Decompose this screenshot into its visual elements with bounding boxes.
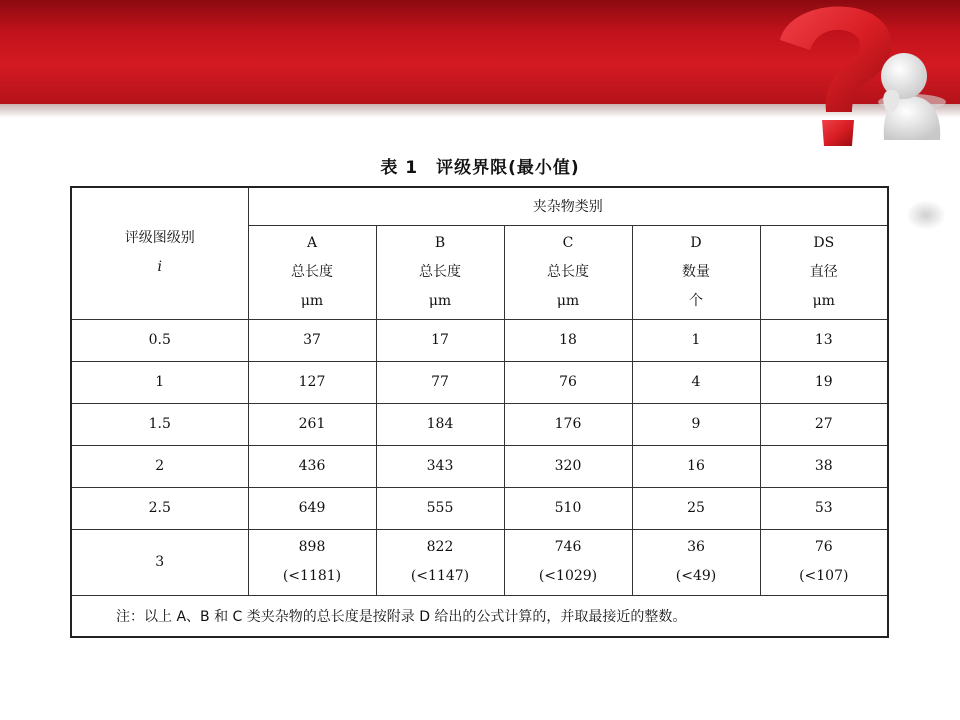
cell-value: 898 [298,539,326,555]
table-row [71,361,888,403]
column-letter: DS [813,234,835,251]
table-row [71,445,888,487]
row-header-cell [71,187,248,319]
column-header-d [632,225,760,319]
value-cell: 510 [504,487,632,529]
value-cell: 184 [376,403,504,445]
value-cell: 19 [760,361,888,403]
column-unit: μm [556,292,580,309]
column-letter: C [562,234,574,251]
column-header-a [248,225,376,319]
value-cell: 13 [760,319,888,361]
value-cell: 343 [376,445,504,487]
value-cell: 37 [248,319,376,361]
value-cell: 1 [632,319,760,361]
column-measure: 数量 [682,263,710,280]
cell-limit: (<107) [799,568,849,584]
column-letter: D [690,234,702,251]
cell-limit: (<1147) [410,568,470,584]
value-cell: 53 [760,487,888,529]
value-cell: 18 [504,319,632,361]
grade-cell: 0.5 [71,319,248,361]
cell-value: 76 [814,539,833,555]
cell-value: 822 [426,539,454,555]
value-cell [760,529,888,595]
value-cell: 16 [632,445,760,487]
value-cell: 9 [632,403,760,445]
value-cell: 436 [248,445,376,487]
question-mark-thinking-figure-icon [760,0,960,150]
value-cell: 77 [376,361,504,403]
cell-value: 36 [687,539,705,555]
value-cell: 261 [248,403,376,445]
column-measure: 总长度 [419,263,461,280]
row-header-label: 评级图级别 [124,230,195,247]
value-cell: 127 [248,361,376,403]
cell-value: 746 [554,539,582,555]
group-header: 夹杂物类别 [248,187,888,225]
value-cell: 320 [504,445,632,487]
value-cell: 555 [376,487,504,529]
table-note: 注：以上 A、B 和 C 类夹杂物的总长度是按附录 D 给出的公式计算的，并取最接近的整数。 [71,595,888,637]
grade-cell: 3 [71,529,248,595]
value-cell: 4 [632,361,760,403]
value-cell [376,529,504,595]
column-letter: A [306,234,318,251]
column-unit: μm [300,292,324,309]
value-cell: 176 [504,403,632,445]
value-cell: 76 [504,361,632,403]
decorative-smudge [906,200,946,230]
grade-cell: 1 [71,361,248,403]
value-cell: 649 [248,487,376,529]
cell-limit: (<49) [675,568,717,584]
column-measure: 直径 [809,263,838,280]
value-cell [248,529,376,595]
column-measure: 总长度 [547,263,589,280]
table-row [71,487,888,529]
column-header-b [376,225,504,319]
grade-cell: 1.5 [71,403,248,445]
column-measure: 总长度 [291,263,333,280]
column-header-c [504,225,632,319]
cell-limit: (<1181) [282,568,342,584]
value-cell: 17 [376,319,504,361]
grading-limits-table [70,186,889,638]
column-header-ds [760,225,888,319]
value-cell: 25 [632,487,760,529]
table-row [71,529,888,595]
table-row [71,403,888,445]
column-unit: μm [428,292,452,309]
value-cell: 27 [760,403,888,445]
column-letter: B [434,234,446,251]
grade-cell: 2.5 [71,487,248,529]
column-unit: 个 [689,292,703,309]
table-row [71,319,888,361]
cell-limit: (<1029) [538,568,598,584]
value-cell [632,529,760,595]
grade-cell: 2 [71,445,248,487]
value-cell: 38 [760,445,888,487]
value-cell [504,529,632,595]
table-title: 表 1 评级界限(最小值) [380,158,580,178]
column-unit: μm [812,292,835,309]
row-header-symbol: i [157,259,162,276]
